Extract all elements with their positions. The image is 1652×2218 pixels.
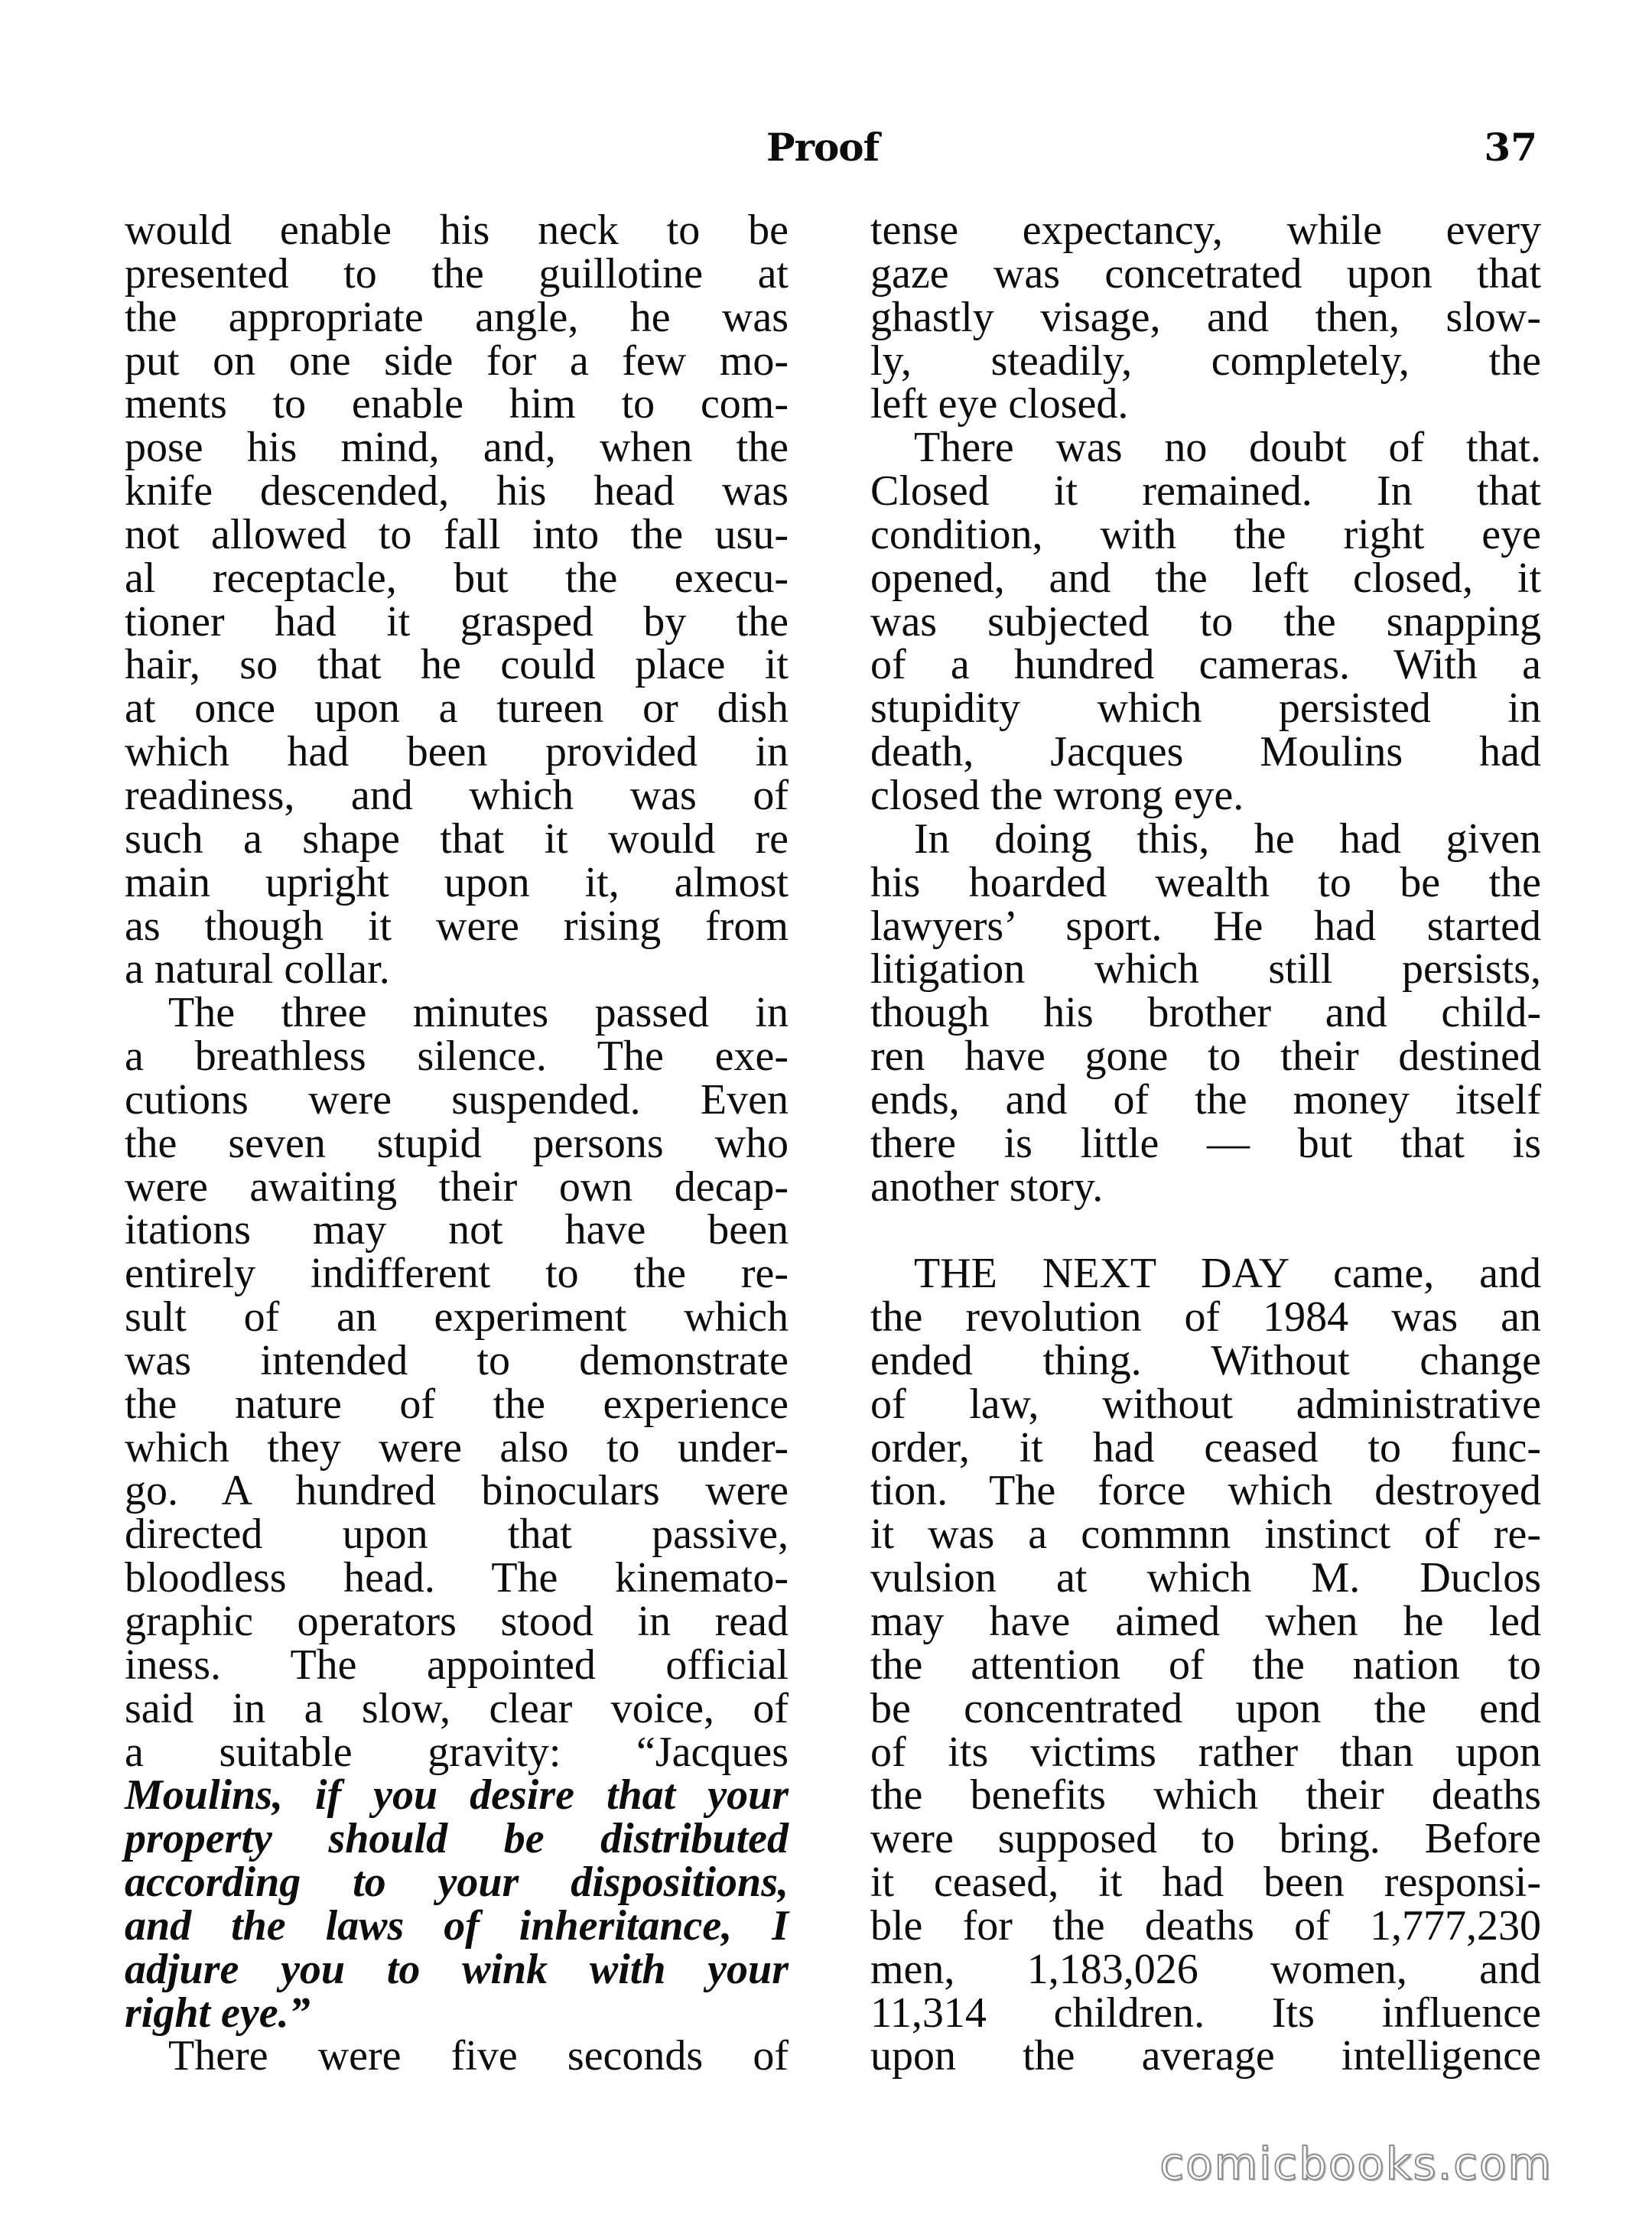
text-line: which they were also to under- xyxy=(125,1423,789,1472)
text-line: There were five seconds of xyxy=(168,2032,789,2080)
left-text-column xyxy=(125,209,789,2078)
text-line: vulsion at which M. Duclos xyxy=(870,1554,1541,1602)
text-line: death, Jacques Moulins had xyxy=(870,728,1541,776)
text-line: upon the average intelligence xyxy=(870,2032,1541,2080)
text-line: bloodless head. The kinemato- xyxy=(125,1554,789,1602)
text-line: tion. The force which destroyed xyxy=(870,1467,1541,1515)
watermark-logo: comicbooks.com xyxy=(1159,2138,1553,2190)
text-line: ments to enable him to com- xyxy=(125,380,789,428)
text-line: ghastly visage, and then, slow- xyxy=(870,293,1541,341)
text-line: al receptacle, but the execu- xyxy=(125,554,789,602)
text-line: not allowed to fall into the usu- xyxy=(125,510,789,558)
text-line: The three minutes passed in xyxy=(168,989,789,1037)
text-line: were supposed to bring. Before xyxy=(870,1815,1541,1863)
text-line: which had been provided in xyxy=(125,728,789,776)
text-line: the revolution of 1984 was an xyxy=(870,1293,1541,1342)
text-line: ble for the deaths of 1,777,230 xyxy=(870,1901,1541,1950)
text-line: pose his mind, and, when the xyxy=(125,424,789,472)
text-line: it ceased, it had been responsi- xyxy=(870,1859,1541,1907)
quoted-line: property should be distributed xyxy=(125,1815,789,1863)
text-line: iness. The appointed official xyxy=(125,1641,789,1689)
text-line: at once upon a tureen or dish xyxy=(125,685,789,733)
text-line: of its victims rather than upon xyxy=(870,1728,1541,1776)
text-line: tense expectancy, while every xyxy=(870,207,1541,254)
text-line: though his brother and child- xyxy=(870,989,1541,1037)
text-line: readiness, and which was of xyxy=(125,771,789,819)
text-line: of law, without administrative xyxy=(870,1380,1541,1428)
text-line: entirely indifferent to the re- xyxy=(125,1250,789,1298)
text-line: 11,314 children. Its influence xyxy=(870,1989,1541,2037)
text-line: tioner had it grasped by the xyxy=(125,597,789,646)
quoted-line: according to your dispositions, xyxy=(125,1859,789,1907)
running-header-title: Proof xyxy=(766,125,880,170)
text-line: the seven stupid persons who xyxy=(125,1119,789,1167)
quoted-line: adjure you to wink with your xyxy=(125,1945,789,1993)
text-line: a suitable gravity: “Jacques xyxy=(125,1728,789,1776)
quoted-line: right eye.” xyxy=(125,1989,311,2037)
text-line: THE NEXT DAY came, and xyxy=(914,1250,1541,1298)
text-line: ly, steadily, completely, the xyxy=(870,337,1541,385)
page-number: 37 xyxy=(1484,125,1537,170)
text-line: main upright upon it, almost xyxy=(125,858,789,906)
text-line: his hoarded wealth to be the xyxy=(870,858,1541,906)
section-break xyxy=(870,1208,1541,1252)
text-line: gaze was concetrated upon that xyxy=(870,249,1541,298)
text-line: ends, and of the money itself xyxy=(870,1075,1541,1124)
text-line: litigation which still persists, xyxy=(870,945,1541,994)
text-line: there is little — but that is xyxy=(870,1119,1541,1167)
right-text-column xyxy=(870,209,1541,2078)
text-line: ren have gone to their destined xyxy=(870,1033,1541,1081)
text-line: hair, so that he could place it xyxy=(125,641,789,689)
text-line: was subjected to the snapping xyxy=(870,597,1541,646)
text-line: left eye closed. xyxy=(870,380,1129,428)
text-line: closed the wrong eye. xyxy=(870,771,1244,819)
text-line: were awaiting their own decap- xyxy=(125,1163,789,1211)
text-line: men, 1,183,026 women, and xyxy=(870,1945,1541,1993)
text-line: the appropriate angle, he was xyxy=(125,293,789,341)
text-line: sult of an experiment which xyxy=(125,1293,789,1342)
text-line: was intended to demonstrate xyxy=(125,1336,789,1384)
text-line: presented to the guillotine at xyxy=(125,249,789,298)
text-line: stupidity which persisted in xyxy=(870,685,1541,733)
text-line: order, it had ceased to func- xyxy=(870,1423,1541,1472)
text-line: condition, with the right eye xyxy=(870,510,1541,558)
text-line: opened, and the left closed, it xyxy=(870,554,1541,602)
text-line: would enable his neck to be xyxy=(125,207,789,254)
text-line: ended thing. Without change xyxy=(870,1336,1541,1384)
text-line: a natural collar. xyxy=(125,945,390,994)
text-line: directed upon that passive, xyxy=(125,1511,789,1559)
quoted-line: Moulins, if you desire that your xyxy=(125,1771,789,1820)
text-line: put on one side for a few mo- xyxy=(125,337,789,385)
text-line: of a hundred cameras. With a xyxy=(870,641,1541,689)
text-line: go. A hundred binoculars were xyxy=(125,1467,789,1515)
text-line: it was a commnn instinct of re- xyxy=(870,1511,1541,1559)
quoted-line: and the laws of inheritance, I xyxy=(125,1901,789,1950)
text-line: itations may not have been xyxy=(125,1206,789,1254)
text-line: as though it were rising from xyxy=(125,902,789,950)
text-line: the attention of the nation to xyxy=(870,1641,1541,1689)
text-line: In doing this, he had given xyxy=(914,815,1541,863)
text-line: cutions were suspended. Even xyxy=(125,1075,789,1124)
text-line: the benefits which their deaths xyxy=(870,1771,1541,1820)
text-line: the nature of the experience xyxy=(125,1380,789,1428)
text-line: such a shape that it would re xyxy=(125,815,789,863)
text-line: be concentrated upon the end xyxy=(870,1684,1541,1732)
text-line: graphic operators stood in read xyxy=(125,1598,789,1645)
text-line: said in a slow, clear voice, of xyxy=(125,1684,789,1732)
text-line: lawyers’ sport. He had started xyxy=(870,902,1541,950)
text-line: knife descended, his head was xyxy=(125,467,789,515)
text-line: There was no doubt of that. xyxy=(914,424,1541,472)
text-line: another story. xyxy=(870,1163,1104,1211)
text-line: Closed it remained. In that xyxy=(870,467,1541,515)
text-line: may have aimed when he led xyxy=(870,1598,1541,1645)
text-line: a breathless silence. The exe- xyxy=(125,1033,789,1081)
